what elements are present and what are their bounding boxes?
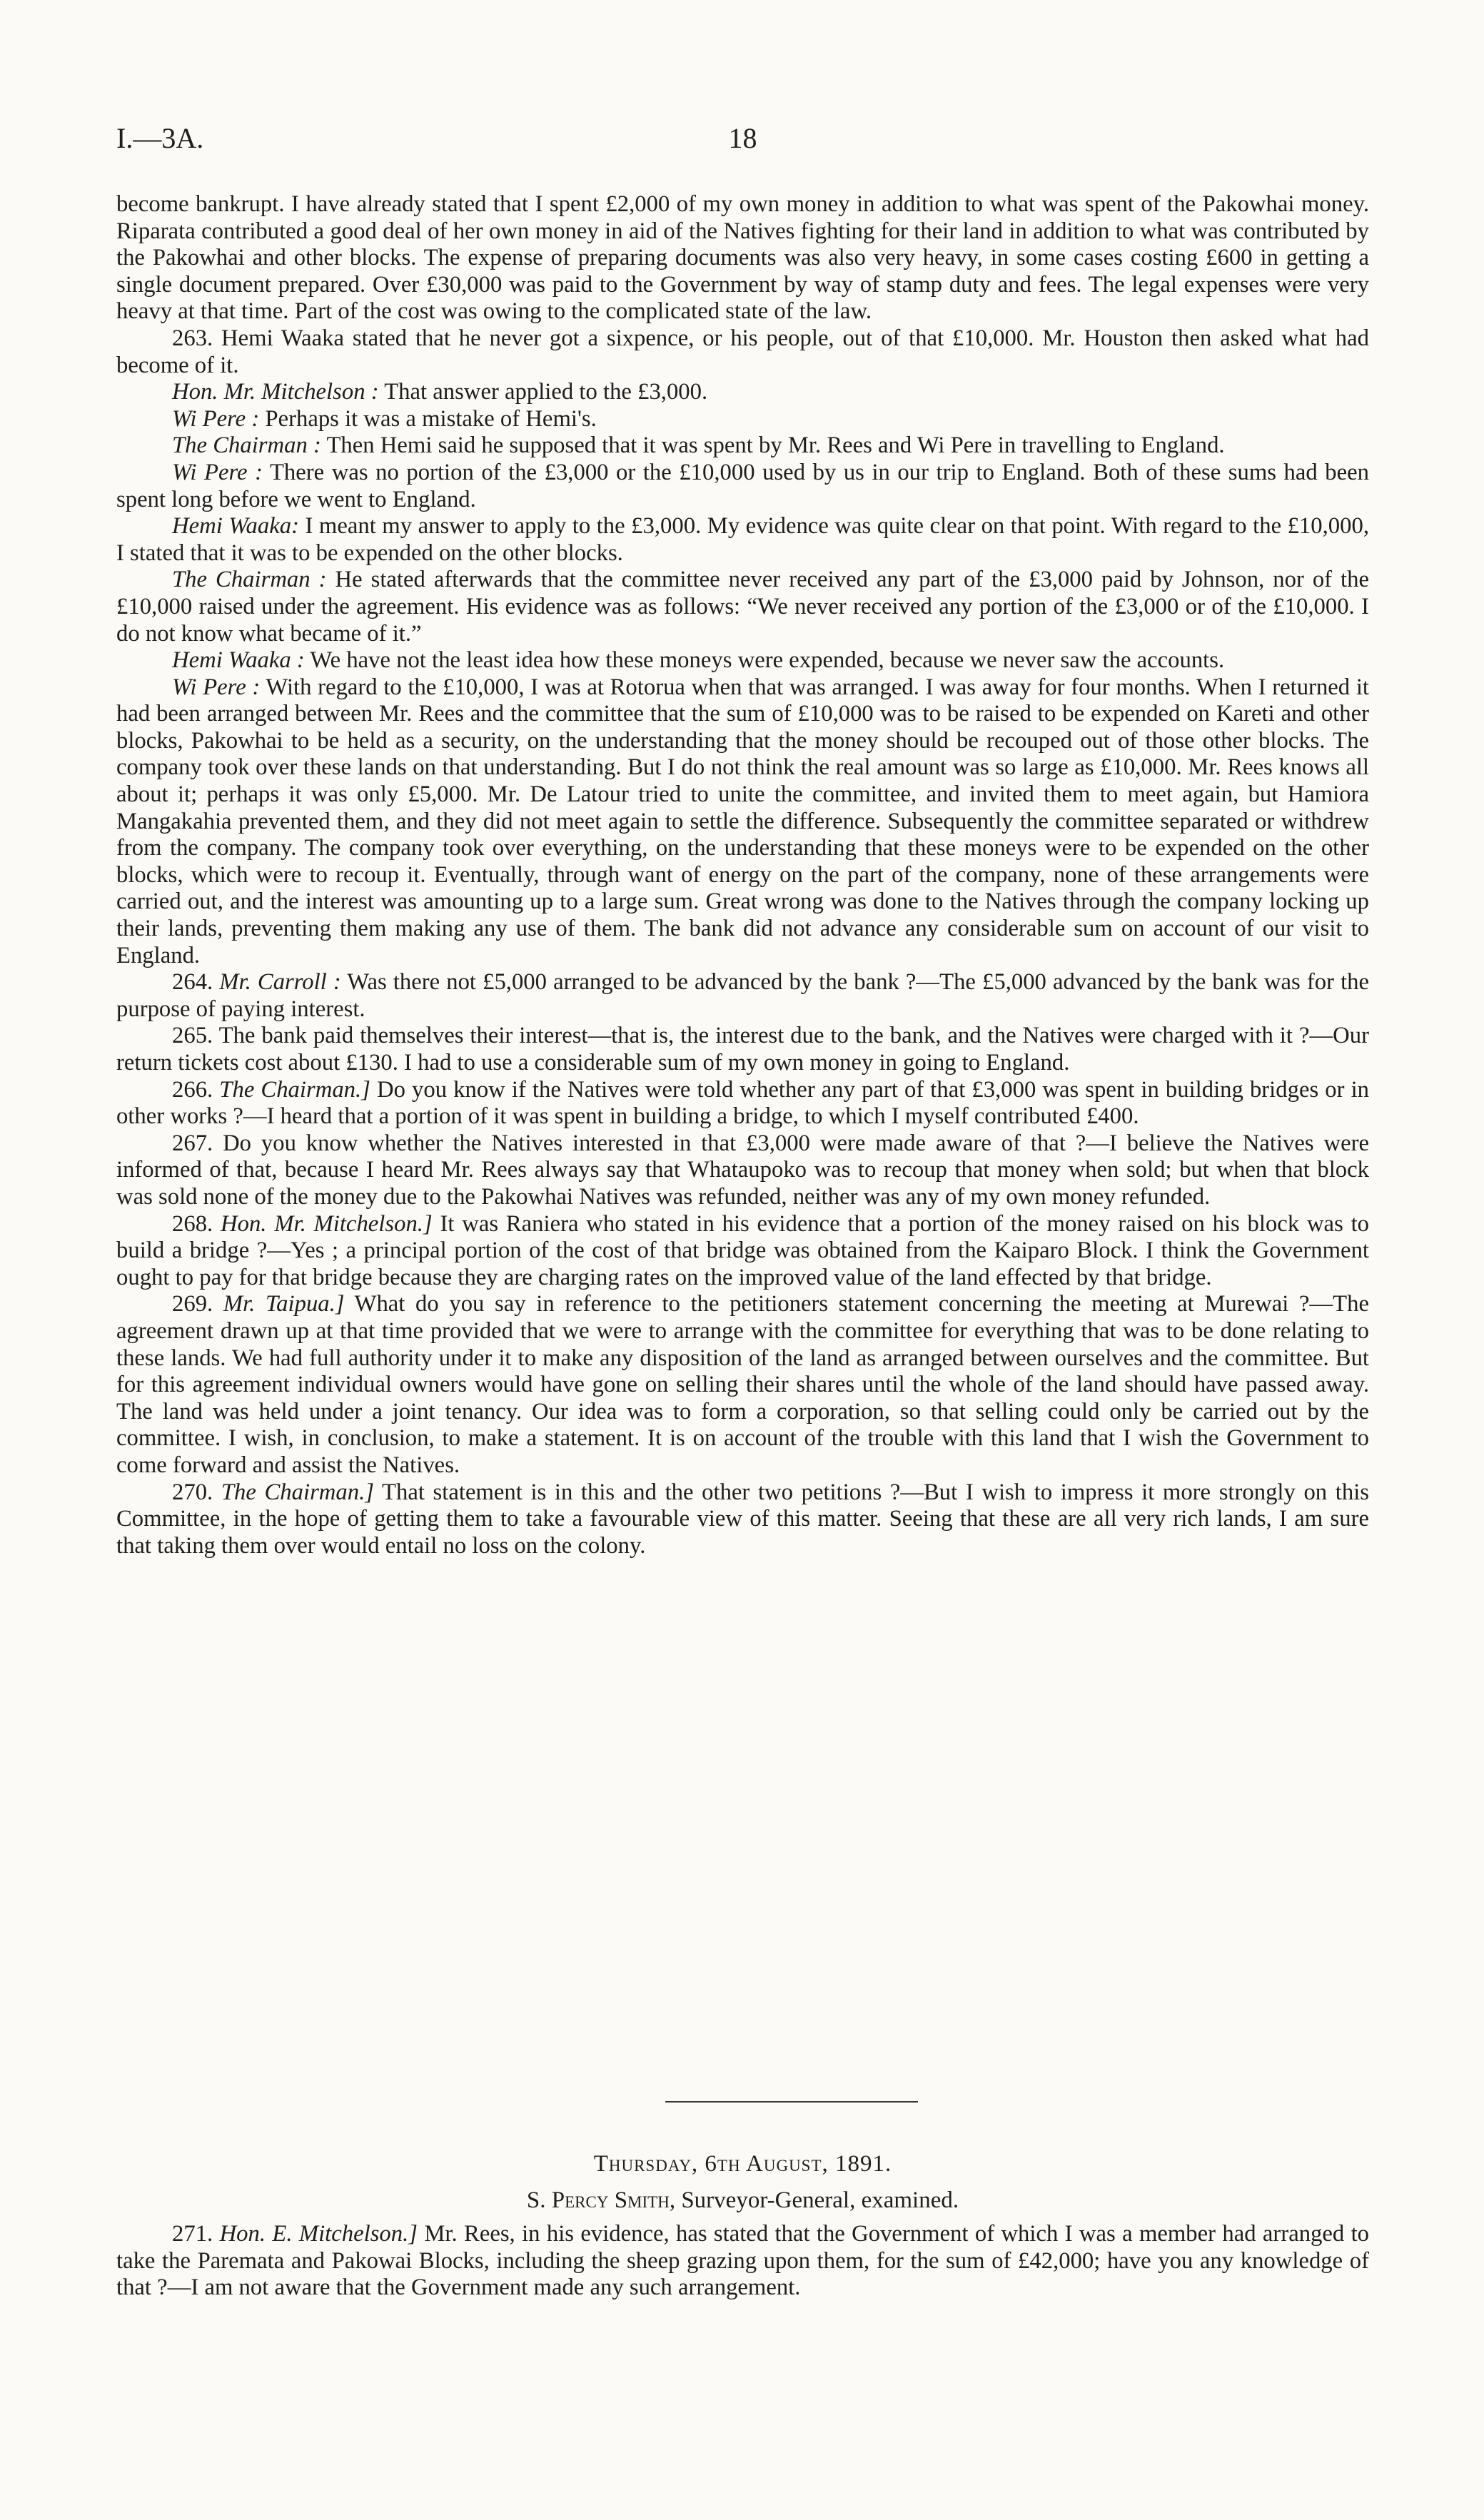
paragraph-text: What do you say in reference to the petitioners statement concerning the meeting at Murewai ?—The agreement drawn up at that time provided that we were to arrange with the committee for everything that was to be done relating to these lands. We had full authority under it to make any disposition of the land as arranged between ourselves and the committee. But for this agreement individual owners would have gone on selling their shares until the whole of the land should have passed away. The land was held under a joint tenancy. Our idea was to form a corporation, so that selling could only be carried out by the committee. I wish, in conclusion, to make a statement. It is on account of the trouble with this land that I wish the Government to come forward and assist the Natives.	[116, 1291, 1369, 1478]
paragraph	[116, 567, 1369, 647]
paragraph-text: Mr. Rees, in his evidence, has stated that the Government of which I was a member had arranged to take the Paremata and Pakowai Blocks, including the sheep grazing upon them, for the sum of £42,000; have you any knowledge of that ?—I am not aware that the Government made any such arrangement.	[116, 2221, 1370, 2301]
paragraph	[116, 325, 1369, 379]
page-header	[116, 121, 1369, 164]
speaker: Hon. E. Mitchelson.]	[219, 2221, 418, 2247]
witness-line	[116, 2187, 1369, 2214]
paragraph-text: I meant my answer to apply to the £3,000. My evidence was quite clear on that point. With regard to the £10,000, I stated that it was to be expended on the other blocks.	[116, 513, 1369, 566]
paragraph	[116, 191, 1369, 325]
paragraph-text: Was there not £5,000 arranged to be advanced by the bank ?—The £5,000 advanced by the bank was for the purpose of paying interest.	[116, 969, 1369, 1022]
paragraph-text: Do you know if the Natives were told whether any part of that £3,000 was spent in building bridges or in other works ?—I heard that a portion of it was spent in building a bridge, to which I myself contributed £400.	[116, 1076, 1370, 1130]
paragraph-text: Perhaps it was a mistake of Hemi's.	[265, 405, 597, 432]
paragraph-text: Hemi Waaka stated that he never got a sixpence, or his people, out of that £10,000. Mr. Houston then asked what had become of it.	[116, 325, 1369, 378]
paragraph-number: 269.	[172, 1291, 213, 1317]
speaker: The Chairman.]	[221, 1479, 374, 1505]
paragraph	[116, 406, 1369, 433]
speaker: Hemi Waaka:	[172, 513, 299, 540]
paragraph	[116, 460, 1369, 513]
paragraph-text: The bank paid themselves their interest—that is, the interest due to the bank, and the Natives were charged with it ?—Our return tickets cost about £130. I had to use a considerable sum of my own money in going to England.	[116, 1023, 1369, 1076]
paragraph-text: There was no portion of the £3,000 or the £10,000 used by us in our trip to England. Both of these sums had been spent long before we went to England.	[116, 459, 1369, 512]
paragraph	[116, 513, 1369, 567]
paragraph	[116, 969, 1369, 1023]
paragraph	[116, 1291, 1369, 1479]
paragraph-text: become bankrupt. I have already stated that I spent £2,000 of my own money in addition to what was spent of the Pakowhai money. Riparata contributed a good deal of her own money in aid of the Natives fighting for their land in addition to what was contributed by the Pakowhai and other blocks. The expense of preparing documents was also very heavy, in some cases costing £600 in getting a single document prepared. Over £30,000 was paid to the Government by way of stamp duty and fees. The legal expenses were very heavy at that time. Part of the cost was owing to the complicated state of the law.	[116, 191, 1369, 325]
paragraph-number: 271.	[172, 2221, 213, 2247]
speaker: The Chairman.]	[219, 1076, 370, 1103]
page-number: 18	[728, 122, 757, 154]
speaker: Wi Pere :	[172, 459, 263, 485]
section-date: Thursday, 6th August, 1891.	[593, 2151, 892, 2177]
paragraph	[116, 1130, 1369, 1211]
paragraph	[116, 674, 1369, 970]
speaker: Hon. Mr. Mitchelson.]	[221, 1210, 433, 1237]
paragraph-text: It was Raniera who stated in his evidence that a portion of the money raised on his block was to build a bridge ?—Yes ; a principal portion of the cost of that bridge was obtained from the Kaiparo Block. I think the Government ought to pay for that bridge because they are charging rates on the improved value of the land effected by that bridge.	[116, 1210, 1370, 1290]
paragraph-text: Then Hemi said he supposed that it was spent by Mr. Rees and Wi Pere in travelling to England.	[326, 432, 1225, 459]
paragraph-text: We have not the least idea how these moneys were expended, because we never saw the accounts.	[310, 647, 1225, 674]
witness-name: S. Percy Smith,	[526, 2187, 676, 2213]
paragraph	[116, 1077, 1369, 1130]
speaker: Hon. Mr. Mitchelson :	[172, 379, 379, 405]
paragraph-number: 264.	[172, 969, 213, 996]
paragraph	[116, 647, 1369, 674]
paragraph-text: That answer applied to the £3,000.	[384, 379, 708, 405]
paragraph-text: With regard to the £10,000, I was at Rotorua when that was arranged. I was away for four months. When I returned it had been arranged between Mr. Rees and the committee that the sum of £10,000 was to be raised to be expended on Kareti and other blocks, Pakowhai to be held as a security, on the understanding that the money should be recouped out of those other blocks. The company took over these lands on that understanding. But I do not think the real amount was so large as £10,000. Mr. Rees knows all about it; perhaps it was only £5,000. Mr. De Latour tried to unite the committee, and invited them to meet again, but Hamiora Mangakahia prevented them, and they did not meet again to settle the difference. Subsequently the committee separated or withdrew from the company. The company took over everything, on the understanding that these moneys were to be expended on the other blocks, which were to recoup it. Eventually, through want of energy on the part of the company, none of these arrangements were carried out, and the interest was amounting up to a large sum. Great wrong was done to the Natives through the company locking up their lands, preventing them making any use of them. The bank did not advance any considerable sum on account of our visit to England.	[116, 674, 1370, 968]
speaker: The Chairman :	[172, 567, 327, 593]
document-reference: I.—3A.	[116, 122, 204, 154]
paragraph	[116, 1211, 1369, 1292]
speaker: Wi Pere :	[172, 405, 260, 432]
paragraph	[116, 1479, 1369, 1560]
paragraph-text: Do you know whether the Natives interested in that £3,000 were made aware of that ?—I believe the Natives were informed of that, because I heard Mr. Rees always say that Whataupoko was to recoup that money when sold; but when that block was sold none of the money due to the Pakowhai Natives was refunded, neither was any of my own money refunded.	[116, 1130, 1370, 1210]
paragraph-number: 265.	[172, 1023, 213, 1049]
witness-role: Surveyor-General, examined.	[681, 2187, 959, 2213]
paragraph-number: 263.	[172, 325, 213, 351]
speaker: Mr. Taipua.]	[223, 1291, 345, 1317]
paragraph	[116, 379, 1369, 406]
paragraph	[116, 432, 1369, 460]
paragraph-text: That statement is in this and the other two petitions ?—But I wish to impress it more strongly on this Committee, in the hope of getting them to take a favourable view of this matter. Seeing that these are all very rich lands, I am sure that taking them over would entail no loss on the colony.	[116, 1479, 1370, 1559]
paragraph-text: He stated afterwards that the committee never received any part of the £3,000 paid by Johnson, nor of the £10,000 raised under the agreement. His evidence was as follows: “We never received any portion of the £3,000 or of the £10,000. I do not know what became of it.”	[116, 567, 1369, 647]
paragraph-number: 268.	[172, 1210, 213, 1237]
examination-paragraph	[116, 2221, 1369, 2302]
paragraph	[116, 2221, 1369, 2302]
section-divider	[665, 2101, 918, 2102]
body-text	[116, 191, 1369, 1559]
speaker: Hemi Waaka :	[172, 647, 305, 674]
speaker: The Chairman :	[172, 432, 321, 459]
speaker: Wi Pere :	[172, 674, 261, 700]
speaker: Mr. Carroll :	[219, 969, 341, 996]
paragraph-number: 266.	[172, 1076, 213, 1103]
paragraph-number: 267.	[172, 1130, 213, 1156]
paragraph	[116, 1023, 1369, 1076]
paragraph-number: 270.	[172, 1479, 213, 1505]
